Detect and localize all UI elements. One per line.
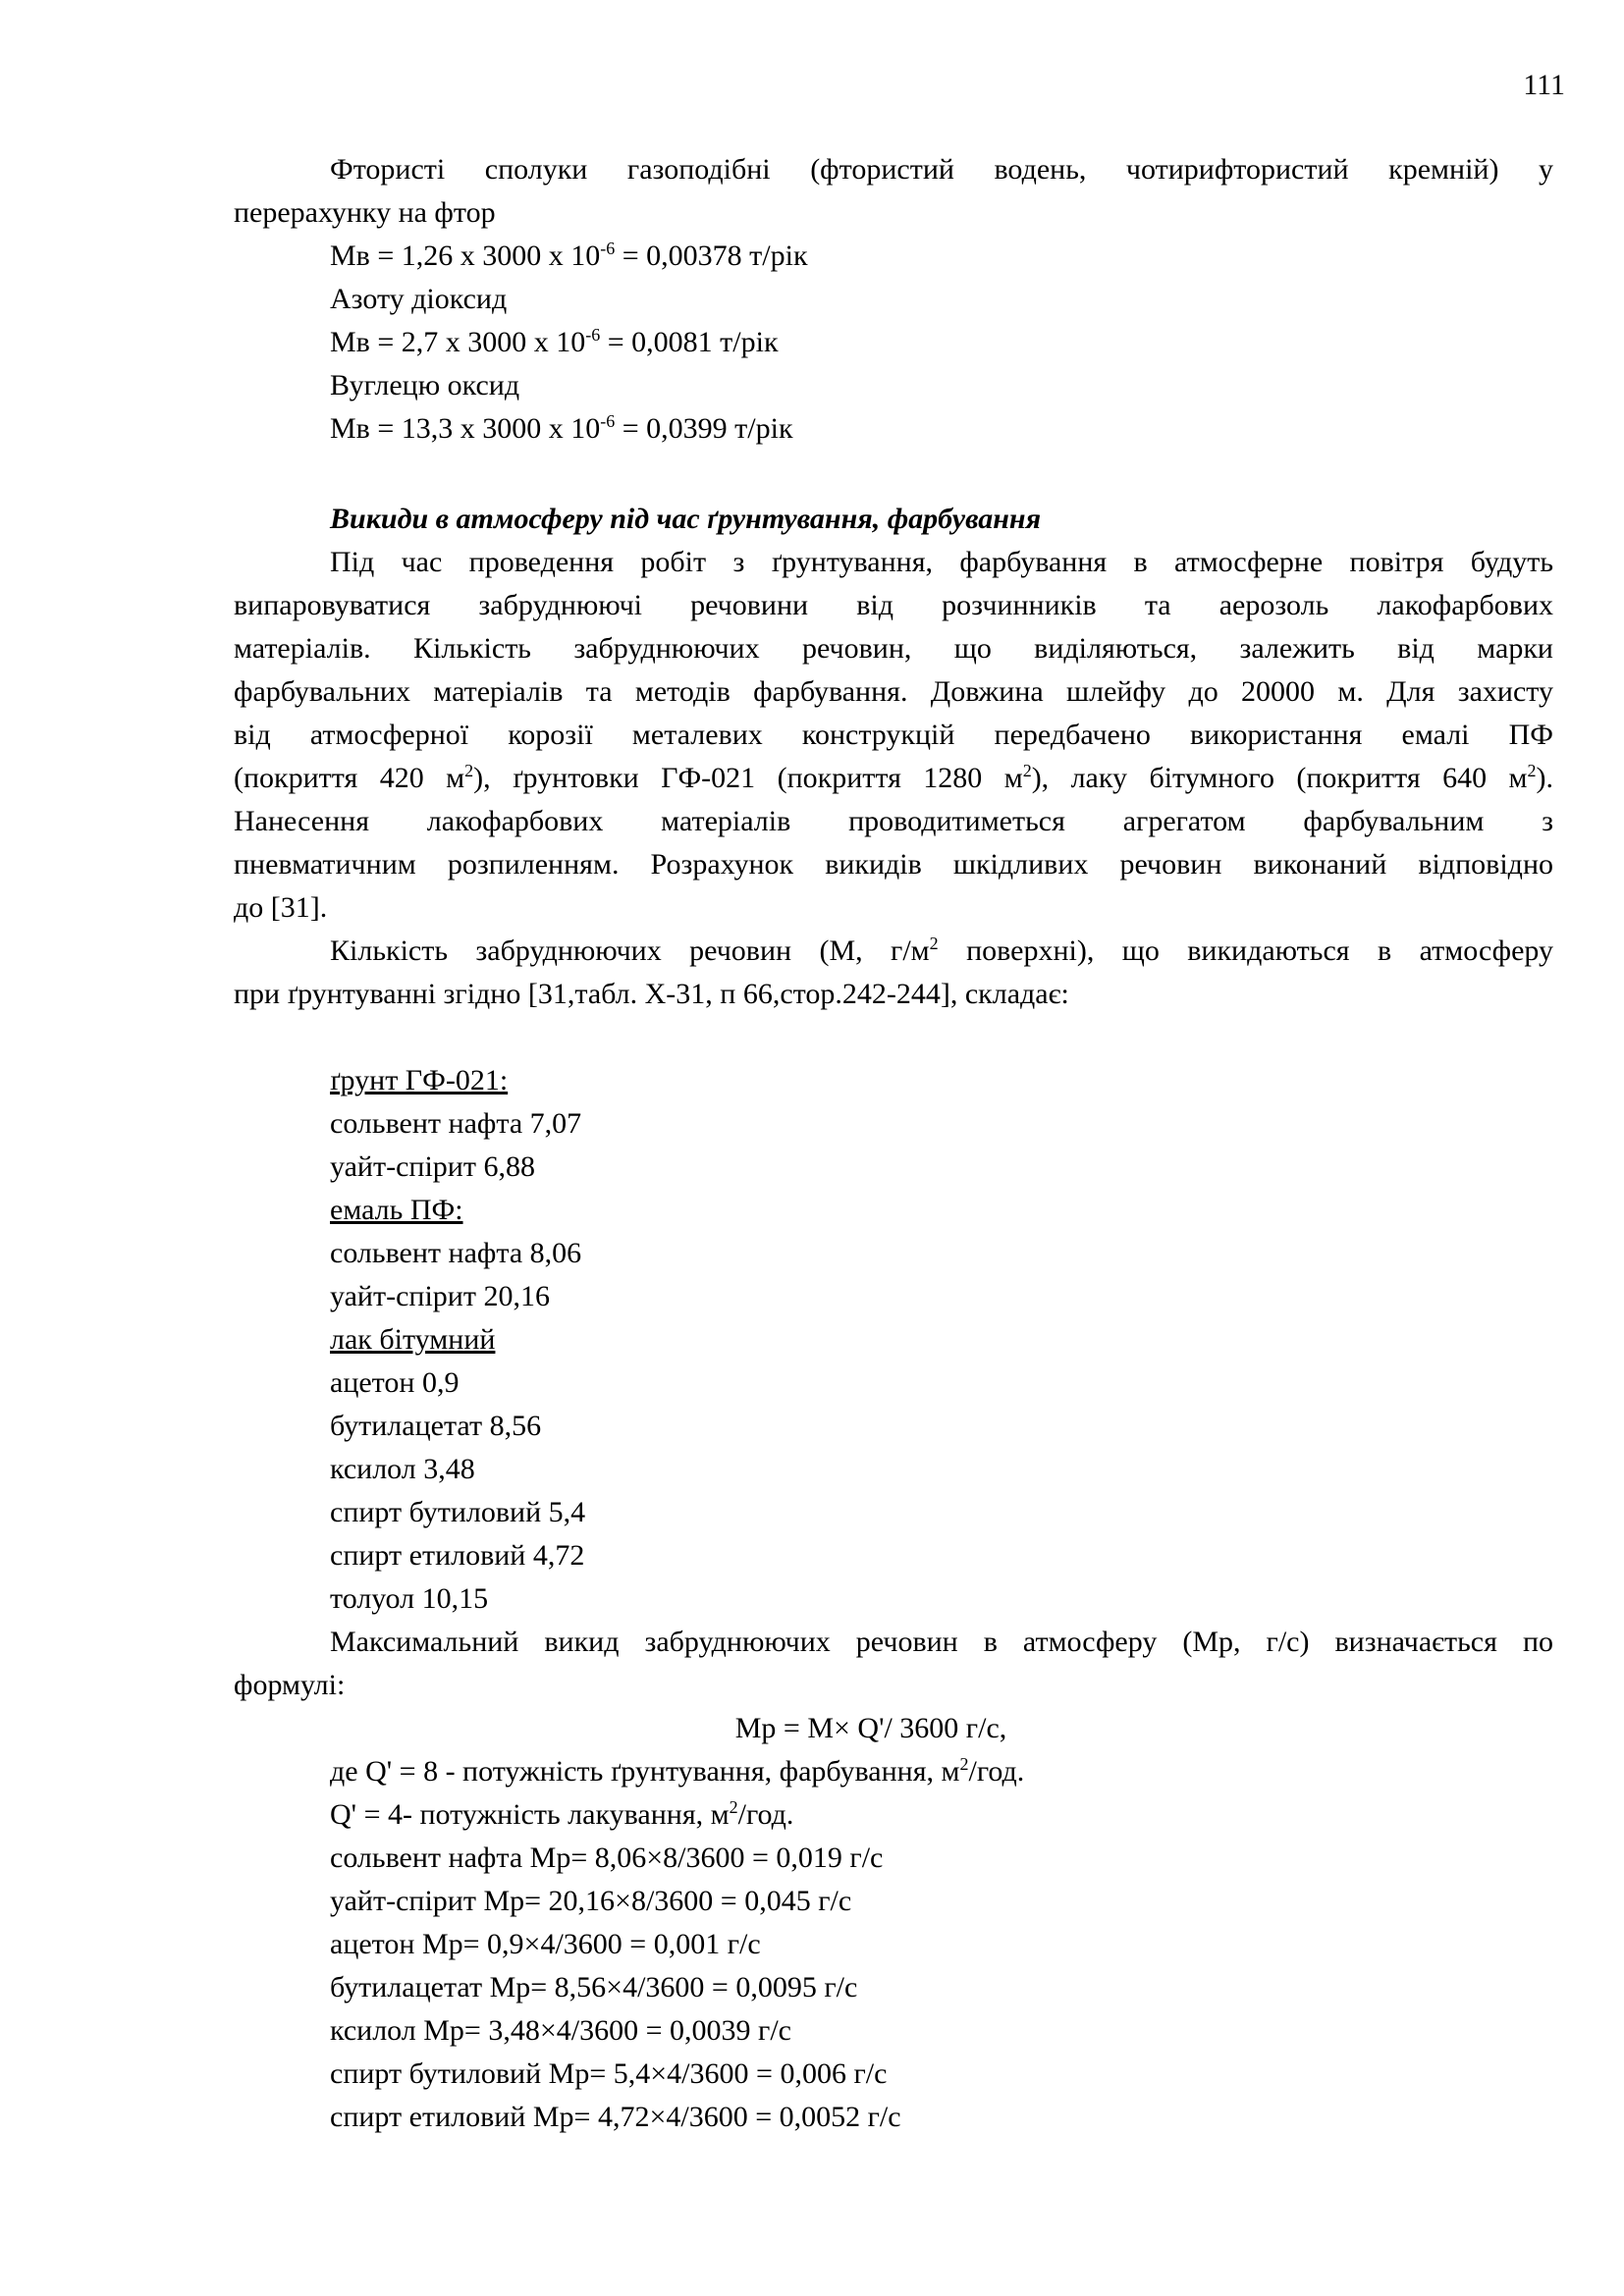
main-formula: Мр = М× Q'/ 3600 г/с,: [734, 1712, 1007, 1744]
body-text-line: (покриття 420 $м^2$), ґрунтовки ГФ-021 (покриття 1280 $м^2$), лаку бітумного (покриття 640 $м^2$).: [234, 761, 1553, 794]
formula-explanation: де Q' = 8 - потужність ґрунтування, фарбування, $м^2$/год.: [330, 1754, 1025, 1788]
body-text-line: від атмосферної корозії металевих конструкцій передбачено використання емалі ПФ: [234, 719, 1553, 751]
list-item: ксилол 3,48: [330, 1453, 475, 1485]
material-heading: емаль ПФ:: [330, 1194, 463, 1226]
calc-line: бутилацетат Мр= 8,56×4/3600 = 0,0095 г/с: [330, 1971, 858, 2003]
list-item: спирт етиловий 4,72: [330, 1539, 585, 1572]
list-item: сольвент нафта 8,06: [330, 1237, 582, 1269]
section-heading: Викиди в атмосферу під час ґрунтування, фарбування: [330, 503, 1042, 535]
body-text-line: Кількість забруднюючих речовин (М, $г/м^2$ поверхні), що викидаються в атмосферу: [330, 934, 1553, 967]
body-text-line: перерахунку на фтор: [234, 196, 496, 229]
list-item: ацетон 0,9: [330, 1366, 460, 1399]
body-text-line: матеріалів. Кількість забруднюючих речовин, що виділяються, залежить від марки: [234, 632, 1553, 665]
calc-line: уайт-спірит Мр= 20,16×8/3600 = 0,045 г/с: [330, 1885, 852, 1917]
list-item: толуол 10,15: [330, 1582, 489, 1615]
list-item: спирт бутиловий 5,4: [330, 1496, 586, 1528]
list-item: сольвент нафта 7,07: [330, 1107, 582, 1140]
formula-line: Мв = 13,3 х 3000 х $10^{-6} = 0,0399$ т/рік: [330, 411, 793, 445]
formula-line: Мв = 1,26 х 3000 х $10^{-6} = 0,00378$ т/рік: [330, 239, 808, 272]
body-text-line: пневматичним розпиленням. Розрахунок викидів шкідливих речовин виконаний відповідно: [234, 848, 1553, 881]
body-text-line: Нанесення лакофарбових матеріалів проводитиметься агрегатом фарбувальним з: [234, 805, 1553, 837]
substance-label: Азоту діоксид: [330, 283, 508, 315]
body-text-line: фарбувальних матеріалів та методів фарбування. Довжина шлейфу до 20000 м. Для захисту: [234, 675, 1553, 708]
calc-line: сольвент нафта Мр= 8,06×8/3600 = 0,019 г/с: [330, 1842, 884, 1874]
material-heading: ґрунт ГФ-021:: [330, 1064, 509, 1096]
list-item: уайт-спірит 6,88: [330, 1150, 535, 1183]
body-text-line: випаровуватися забруднюючі речовини від розчинників та аерозоль лакофарбових: [234, 589, 1553, 621]
list-item: бутилацетат 8,56: [330, 1410, 542, 1442]
calc-line: ацетон Мр= 0,9×4/3600 = 0,001 г/с: [330, 1928, 761, 1960]
calc-line: спирт етиловий Мр= 4,72×4/3600 = 0,0052 г/с: [330, 2101, 901, 2133]
page-number: 111: [1523, 69, 1565, 101]
body-text-line: Максимальний викид забруднюючих речовин в атмосферу (Мр, г/с) визначається по: [330, 1626, 1553, 1658]
body-text-line: формулі:: [234, 1669, 346, 1701]
body-text-line: Фтористі сполуки газоподібні (фтористий водень, чотирифтористий кремній) у: [330, 153, 1553, 186]
formula-line: Мв = 2,7 х 3000 х $10^{-6} = 0,0081$ т/рік: [330, 325, 779, 358]
substance-label: Вуглецю оксид: [330, 369, 520, 401]
list-item: уайт-спірит 20,16: [330, 1280, 550, 1312]
body-text-line: при ґрунтуванні згідно [31,табл. Х-31, п 66,стор.242-244], складає:: [234, 978, 1069, 1010]
body-text-line: до [31].: [234, 891, 328, 924]
formula-explanation: Q' = 4- потужність лакування, $м^2$/год.: [330, 1797, 794, 1831]
body-text-line: Під час проведення робіт з ґрунтування, фарбування в атмосферне повітря будуть: [330, 546, 1553, 578]
calc-line: ксилол Мр= 3,48×4/3600 = 0,0039 г/с: [330, 2014, 791, 2047]
material-heading: лак бітумний: [330, 1323, 496, 1356]
calc-line: спирт бутиловий Мр= 5,4×4/3600 = 0,006 г/с: [330, 2057, 888, 2090]
